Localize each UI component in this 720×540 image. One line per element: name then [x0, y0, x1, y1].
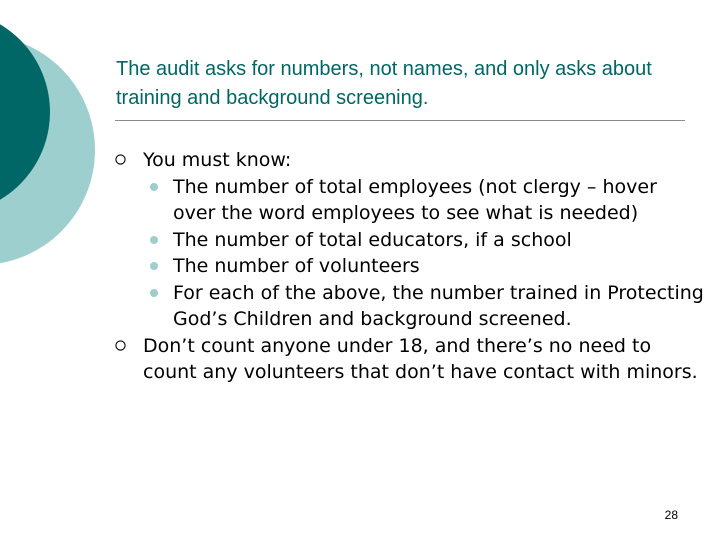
- hollow-circle-bullet-icon: [115, 340, 126, 351]
- page-number: 28: [664, 508, 678, 522]
- sub-list-item-text: The number of volunteers: [173, 255, 420, 277]
- sub-list-item-text: For each of the above, the number trained in Protecting God’s Children and background screened.: [173, 281, 704, 330]
- dot-bullet-icon: [150, 236, 158, 244]
- hollow-circle-bullet-icon: [115, 154, 126, 165]
- title-divider: [115, 120, 685, 121]
- dot-bullet-icon: [150, 183, 158, 191]
- sub-list-item: [115, 253, 705, 280]
- sub-list-item: [115, 227, 705, 254]
- dot-bullet-icon: [150, 262, 158, 270]
- sub-list-item-text: The number of total employees (not clergy – hover over the word employees to see what is needed): [173, 175, 657, 224]
- list-item: [115, 147, 705, 174]
- dot-bullet-icon: [150, 289, 158, 297]
- list-item-text: Don’t count anyone under 18, and there’s no need to count any volunteers that don’t have contact with minors.: [143, 334, 698, 383]
- sub-list-item: [115, 280, 705, 333]
- list-item: [115, 333, 705, 386]
- slide-title: The audit asks for numbers, not names, and only asks about training and background screening.: [116, 58, 652, 109]
- slide-content: [115, 147, 705, 386]
- decorative-circles: [0, 0, 120, 300]
- sub-list-item: [115, 174, 705, 227]
- list-item-text: You must know:: [143, 149, 292, 171]
- sub-list-item-text: The number of total educators, if a school: [173, 228, 572, 251]
